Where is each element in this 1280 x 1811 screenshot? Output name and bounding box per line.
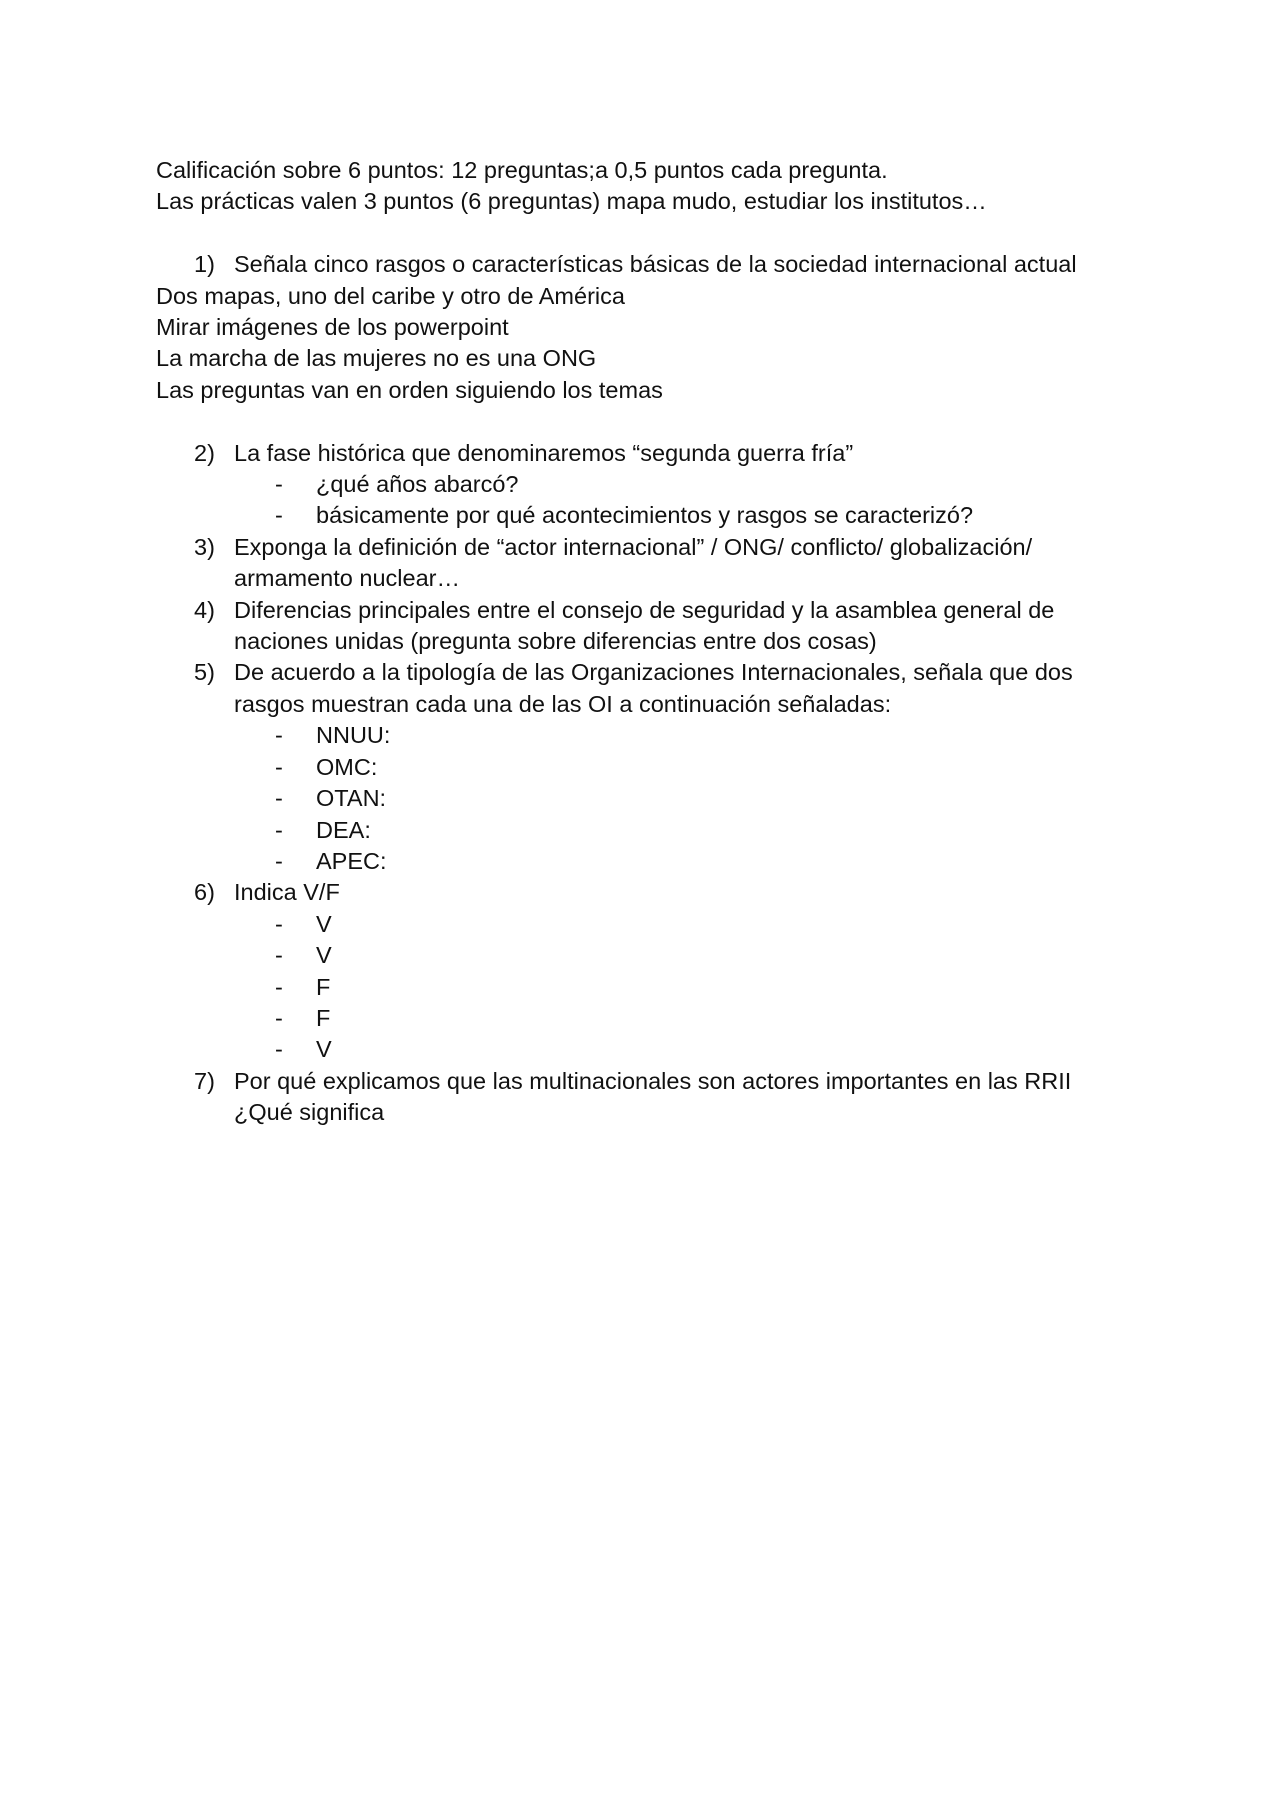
list-item [273,1003,1116,1034]
question-7 [194,1066,1116,1129]
list-item [273,972,1116,1003]
grading-note: Calificación sobre 6 puntos: 12 preguntas;a 0,5 puntos cada pregunta. [156,157,888,183]
bullet-dash: - [275,973,283,1000]
question-text-line: ¿Qué significa [234,1099,385,1126]
question-text-line: armamento nuclear… [234,565,460,592]
question-text: Indica V/F [234,879,340,906]
bullet-text: F [316,1004,331,1031]
bullet-text: V [316,1036,332,1063]
question-number: 3) [194,533,215,560]
list-item [273,500,1116,531]
bullet-text: V [316,910,332,937]
bullet-dash: - [275,471,283,498]
question-6 [194,877,1116,908]
note-line: Las preguntas van en orden siguiendo los temas [156,376,663,403]
bullet-text: OMC: [316,753,378,780]
bullet-text: OTAN: [316,785,387,812]
question-text-line: Exponga la definición de “actor internacional” / ONG/ conflicto/ globalización/ [234,533,1033,560]
bullet-text: APEC: [316,847,387,874]
bullet-dash: - [275,502,283,529]
question-text-line: Por qué explicamos que las multinacionales son actores importantes en las RRII [234,1067,1072,1094]
question-text: La fase histórica que denominaremos “segunda guerra fría” [234,439,854,466]
question-text [234,595,1114,658]
note-line: Dos mapas, uno del caribe y otro de América [156,282,625,309]
bullet-text: DEA: [316,816,371,843]
question-text-line: rasgos muestran cada una de las OI a continuación señaladas: [234,690,892,717]
list-item [273,1034,1116,1065]
blank-line [156,218,1116,249]
bullet-text: NNUU: [316,722,391,749]
list-item [273,720,1116,751]
question-number: 4) [194,596,215,623]
question-number: 2) [194,439,215,466]
question-text [234,1066,1114,1129]
question-4 [194,595,1116,658]
question-2 [194,438,1116,469]
list-item [273,469,1116,500]
question-text [234,657,1114,720]
bullet-dash: - [275,785,283,812]
list-item [273,909,1116,940]
question-number: 6) [194,879,215,906]
document-body [156,155,1116,1129]
bullet-dash: - [275,753,283,780]
question-3 [194,532,1116,595]
list-item [273,940,1116,971]
bullet-dash: - [275,816,283,843]
bullet-dash: - [275,1036,283,1063]
bullet-dash: - [275,910,283,937]
bullet-dash: - [275,722,283,749]
question-text [234,532,1114,595]
bullet-text: ¿qué años abarcó? [316,471,519,498]
question-text-line: Diferencias principales entre el consejo de seguridad y la asamblea general de [234,596,1055,623]
bullet-dash: - [275,942,283,969]
question-text-line: De acuerdo a la tipología de las Organizaciones Internacionales, señala que dos [234,659,1073,686]
bullet-text: básicamente por qué acontecimientos y rasgos se caracterizó? [316,502,974,529]
blank-line [156,406,1116,437]
list-item [273,846,1116,877]
question-text: Señala cinco rasgos o características básicas de la sociedad internacional actual [234,251,1077,278]
question-1 [194,249,1116,280]
note-line: Mirar imágenes de los powerpoint [156,314,509,341]
note-line: La marcha de las mujeres no es una ONG [156,345,597,372]
bullet-dash: - [275,847,283,874]
question-number: 7) [194,1067,215,1094]
practice-note: Las prácticas valen 3 puntos (6 preguntas) mapa mudo, estudiar los institutos… [156,188,987,215]
list-item [273,815,1116,846]
question-number: 5) [194,659,215,686]
list-item [273,783,1116,814]
bullet-text: V [316,942,332,969]
list-item [273,752,1116,783]
bullet-text: F [316,973,331,1000]
question-5 [194,657,1116,720]
bullet-dash: - [275,1004,283,1031]
question-number: 1) [194,251,215,278]
question-text-line: naciones unidas (pregunta sobre diferencias entre dos cosas) [234,628,877,655]
